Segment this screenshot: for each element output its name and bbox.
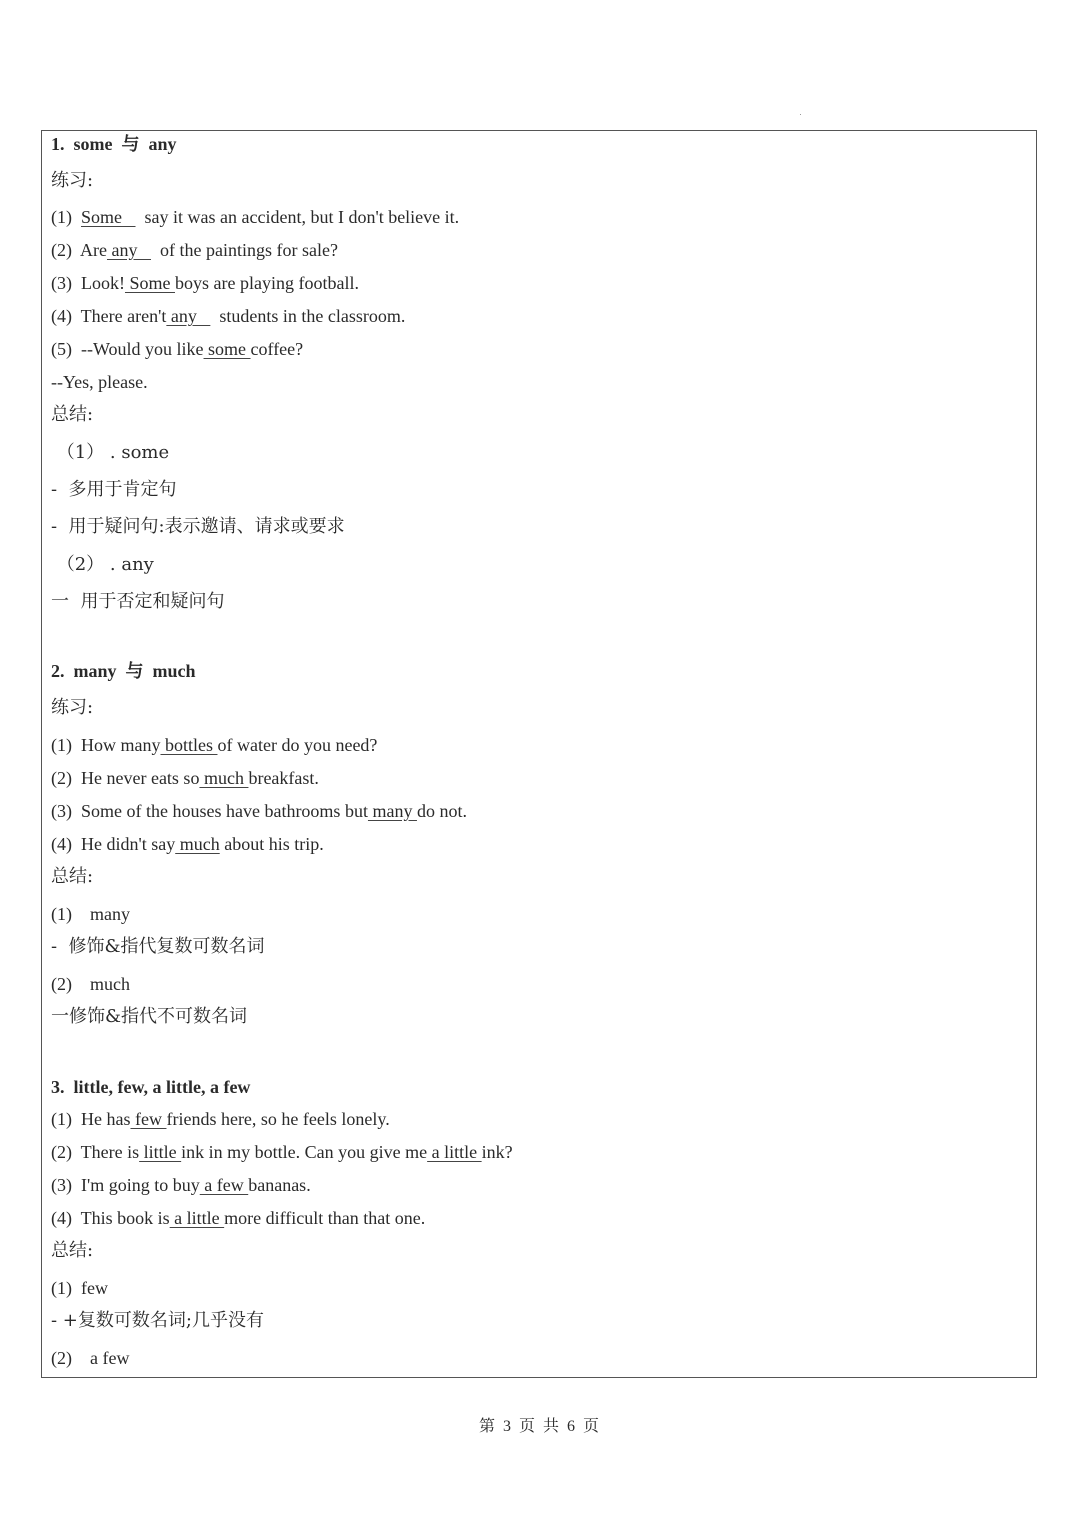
section-3-summary-label: 总结: xyxy=(51,1240,94,1261)
answer-blank: a little xyxy=(169,1208,225,1228)
summary-line: （1） . some xyxy=(51,442,170,463)
exercise-line: (2) Are any of the paintings for sale? xyxy=(51,240,338,260)
page-footer: 第 3 页 共 6 页 xyxy=(478,1418,602,1435)
answer-blank: some xyxy=(203,339,251,359)
page-total: 6 xyxy=(567,1418,577,1435)
exercise-line: (2) There is little ink in my bottle. Can you give me a little ink? xyxy=(51,1142,513,1162)
exercise-line: (1) How many bottles of water do you need? xyxy=(51,735,378,755)
summary-line: （2） . any xyxy=(51,554,154,575)
exercise-line: (3) Look! Some boys are playing football. xyxy=(51,273,359,293)
exercise-line: (4) There aren't any students in the classroom. xyxy=(51,306,406,326)
answer-blank: any xyxy=(166,306,211,326)
exercise-line: (5) --Would you like some coffee? xyxy=(51,339,304,359)
section-1-practice-label: 练习: xyxy=(51,170,94,191)
section-2-heading: 2. many 与 much xyxy=(51,661,196,681)
answer-blank: Some xyxy=(81,207,136,227)
summary-line: - +复数可数名词;几乎没有 xyxy=(51,1310,264,1331)
summary-line: (2) a few xyxy=(51,1348,130,1368)
exercise-reply: --Yes, please. xyxy=(51,372,148,392)
page-number: 3 xyxy=(502,1418,513,1435)
section-3-heading: 3. little, few, a little, a few xyxy=(51,1077,251,1097)
exercise-line: (4) This book is a little more difficult than that one. xyxy=(51,1208,426,1228)
exercise-line: (3) Some of the houses have bathrooms but many do not. xyxy=(51,801,467,821)
speck-mark xyxy=(800,114,801,115)
answer-blank: much xyxy=(199,768,249,788)
summary-line: - 多用于肯定句 xyxy=(51,479,177,500)
answer-blank: any xyxy=(106,240,151,260)
answer-blank: many xyxy=(367,801,417,821)
exercise-line: (1) He has few friends here, so he feels lonely. xyxy=(51,1109,390,1129)
section-1-summary-label: 总结: xyxy=(51,404,94,425)
summary-line: (1) few xyxy=(51,1278,108,1298)
answer-blank: a few xyxy=(199,1175,249,1195)
summary-line: 一修饰&指代不可数名词 xyxy=(51,1006,248,1027)
summary-line: - 用于疑问句:表示邀请、请求或要求 xyxy=(51,516,345,537)
summary-line: (1) many xyxy=(51,904,130,924)
summary-line: (2) much xyxy=(51,974,130,994)
summary-line: - 修饰&指代复数可数名词 xyxy=(51,936,265,957)
section-2-summary-label: 总结: xyxy=(51,866,94,887)
answer-blank: little xyxy=(139,1142,182,1162)
exercise-line: (4) He didn't say much about his trip. xyxy=(51,834,324,854)
summary-line: 一 用于否定和疑问句 xyxy=(51,591,225,612)
exercise-line: (1) Some say it was an accident, but I don't believe it. xyxy=(51,207,460,227)
exercise-line: (3) I'm going to buy a few bananas. xyxy=(51,1175,311,1195)
answer-blank: much xyxy=(175,834,220,854)
answer-blank: Some xyxy=(124,273,175,293)
section-1-heading: 1. some 与 any xyxy=(51,134,177,154)
section-2-practice-label: 练习: xyxy=(51,697,94,718)
answer-blank: bottles xyxy=(160,735,218,755)
exercise-line: (2) He never eats so much breakfast. xyxy=(51,768,319,788)
answer-blank: a little xyxy=(427,1142,482,1162)
answer-blank: few xyxy=(130,1109,167,1129)
